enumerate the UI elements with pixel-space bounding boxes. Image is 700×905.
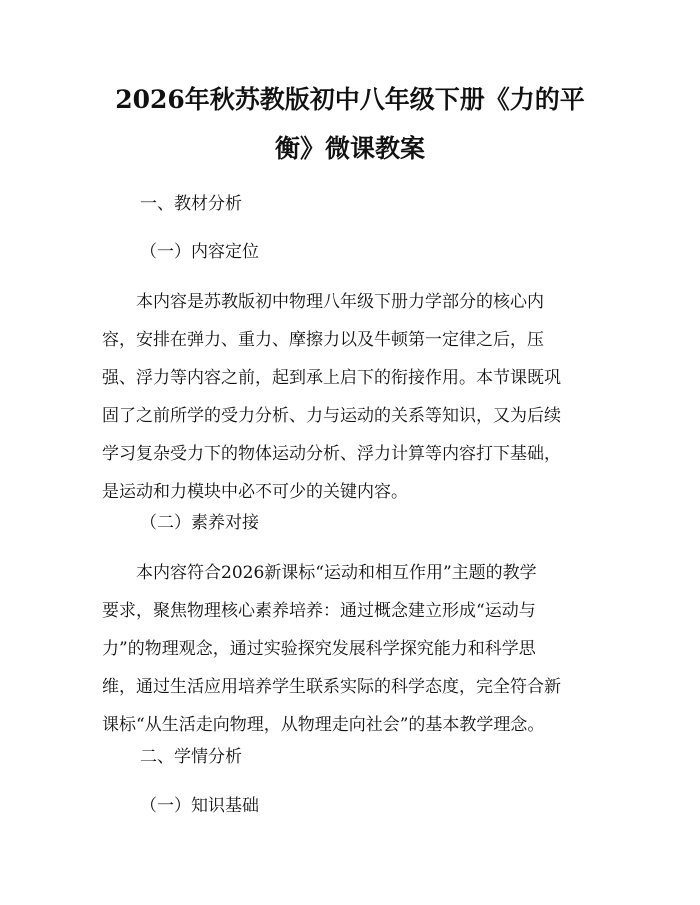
paragraph-line: 学习复杂受力下的物体运动分析、浮力计算等内容打下基础， <box>102 444 561 464</box>
document-title-line-2: 衡》微课教案 <box>274 134 425 163</box>
paragraph-content-positioning <box>102 283 602 511</box>
paragraph-line: 维，通过生活应用培养学生联系实际的科学态度，完全符合新 <box>102 677 561 697</box>
subsection-heading-knowledge-foundation: （一）知识基础 <box>140 796 259 816</box>
subsection-heading-content-positioning: （一）内容定位 <box>140 242 259 262</box>
paragraph-line: 本内容是苏教版初中物理八年级下册力学部分的核心内 <box>136 292 544 312</box>
section-heading-learner-analysis: 二、学情分析 <box>140 747 242 767</box>
subsection-heading-literacy-alignment: （二）素养对接 <box>140 513 259 533</box>
document-title-line-1: 2026年秋苏教版初中八年级下册《力的平 <box>115 85 585 114</box>
section-heading-textbook-analysis: 一、教材分析 <box>140 194 242 214</box>
paragraph-line: 本内容符合2026新课标“运动和相互作用”主题的教学 <box>136 563 537 583</box>
paragraph-line: 强、浮力等内容之前，起到承上启下的衔接作用。本节课既巩 <box>102 368 561 388</box>
paragraph-line: 课标“从生活走向物理，从物理走向社会”的基本教学理念。 <box>102 715 545 735</box>
paragraph-literacy-alignment <box>102 554 602 744</box>
paragraph-line: 是运动和力模块中必不可少的关键内容。 <box>102 482 408 502</box>
paragraph-line: 固了之前所学的受力分析、力与运动的关系等知识，又为后续 <box>102 406 561 426</box>
paragraph-line: 力”的物理观念，通过实验探究发展科学探究能力和科学思 <box>102 639 536 659</box>
paragraph-line: 要求，聚焦物理核心素养培养：通过概念建立形成“运动与 <box>102 601 536 621</box>
paragraph-line: 容，安排在弹力、重力、摩擦力以及牛顿第一定律之后，压 <box>102 330 544 350</box>
